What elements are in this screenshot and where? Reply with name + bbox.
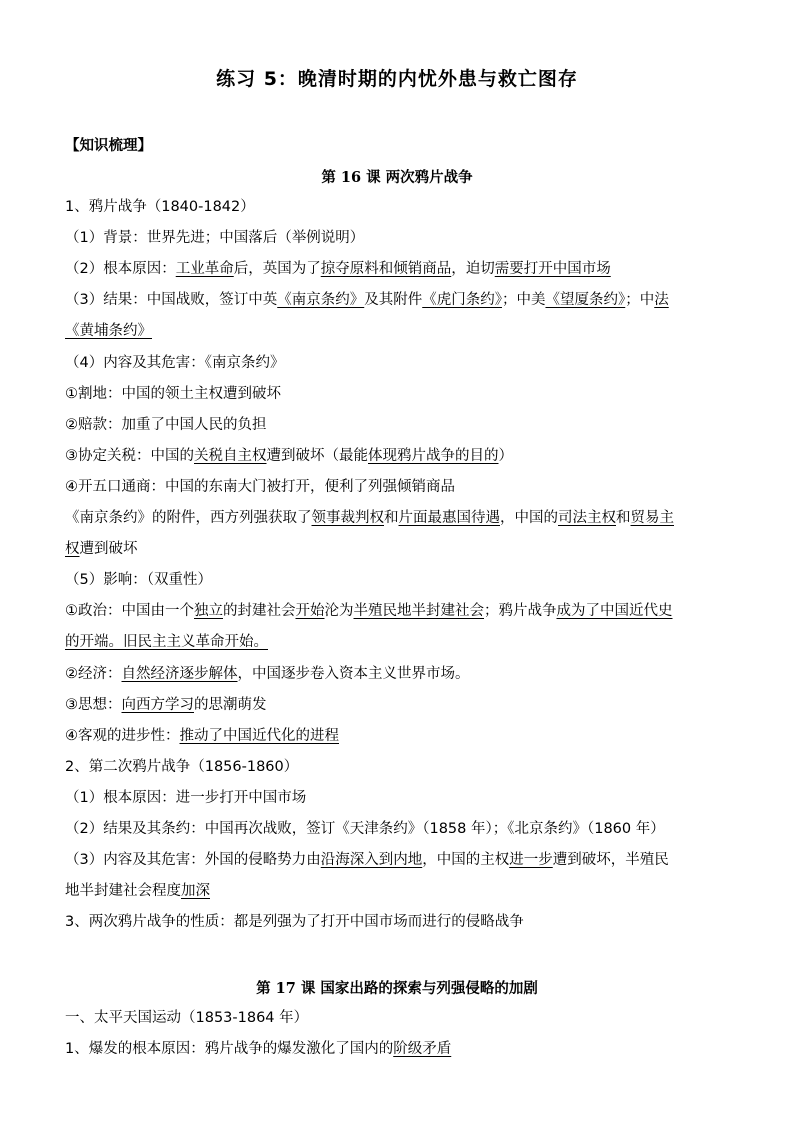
text-segment: ③协定关税：中国的	[65, 447, 194, 464]
lesson-16-title: 第 16 课 两次鸦片战争	[321, 169, 473, 186]
text-segment: 《南京条约》的附件，西方列强获取了	[65, 510, 312, 526]
underlined-text: 掠夺原料和倾销商品	[320, 261, 452, 278]
underlined-text: 的开端。旧民主主义革命开始。	[65, 634, 268, 651]
underlined-text: 推动了中国近代化的进程	[179, 727, 339, 744]
text-line	[65, 632, 735, 652]
text-segment: （1）根本原因：进一步打开中国市场	[65, 789, 307, 806]
text-segment: 和	[384, 510, 399, 526]
underlined-text: 体现鸦片战争的目的	[368, 447, 499, 464]
text-segment: ③思想：	[65, 696, 122, 713]
text-segment: ②经济：	[65, 665, 122, 682]
text-segment: 3、两次鸦片战争的性质：都是列强为了打开中国市场而进行的侵略战争	[65, 914, 524, 931]
text-line	[65, 881, 735, 901]
text-segment: 的封建社会	[223, 603, 296, 620]
underlined-text: 关税自主权	[194, 447, 267, 464]
text-line	[65, 415, 735, 435]
text-segment: ①割地：中国的领土主权遭到破坏	[65, 385, 281, 402]
underlined-text: 领事裁判权	[311, 510, 384, 526]
underlined-text: 《虎门条约》	[422, 292, 502, 309]
text-segment: ；鸦片战争	[484, 603, 557, 620]
text-segment: ，迫切	[451, 261, 495, 278]
underlined-text: 权	[65, 541, 80, 558]
text-segment: ①政治：中国由一个	[65, 603, 194, 620]
underlined-text: 向西方学习	[121, 696, 194, 713]
lesson-17-title: 第 17 课 国家出路的探索与列强侵略的加剧	[256, 980, 538, 997]
underlined-text: 阶级矛盾	[393, 1041, 452, 1057]
text-segment: （2）结果及其条约：中国再次战败，签订《天津条约》（1858 年）；《北京条约》（1860 年）	[65, 821, 665, 837]
text-segment: （2）根本原因：	[65, 261, 176, 278]
text-line	[65, 664, 735, 684]
text-line	[65, 1039, 735, 1059]
text-line	[65, 757, 735, 777]
text-line	[65, 912, 735, 932]
text-line	[65, 726, 735, 746]
underlined-text: 《南京条约》	[277, 292, 365, 309]
underlined-text: 开始	[295, 603, 325, 620]
underlined-text: 加深	[181, 883, 210, 900]
underlined-text: 《黄埔条约》	[65, 323, 152, 340]
underlined-text: 需要打开中国市场	[494, 261, 611, 278]
text-line	[65, 446, 735, 466]
underlined-text: 进一步	[509, 852, 553, 869]
text-line	[65, 259, 735, 279]
underlined-text: 工业革命	[175, 261, 234, 278]
text-line	[65, 788, 735, 808]
text-segment: ④客观的进步性：	[65, 727, 180, 744]
text-segment: 一、太平天国运动（1853-1864 年）	[65, 1010, 309, 1026]
underlined-text: 半殖民地半封建社会	[353, 603, 484, 620]
text-segment: 1、鸦片战争（1840-1842）	[65, 199, 255, 215]
underlined-text: 独立	[194, 603, 223, 620]
text-line	[65, 1008, 735, 1028]
underlined-text: 成为了中国近代史	[556, 603, 673, 620]
text-segment: 2、第二次鸦片战争（1856-1860）	[65, 758, 299, 775]
text-segment: ②赔款：加重了中国人民的负担	[65, 416, 267, 433]
text-segment: ；中	[625, 292, 655, 309]
text-segment: 遭到破坏，半殖民	[552, 852, 669, 869]
underlined-text: 片面最惠国待遇	[398, 510, 500, 526]
text-segment: （5）影响：（双重性）	[65, 572, 212, 589]
underlined-text: 司法主权	[558, 510, 616, 526]
text-line	[65, 695, 735, 715]
text-line	[65, 321, 735, 341]
text-segment: ）	[498, 447, 513, 464]
text-line	[65, 601, 735, 621]
underlined-text: 贸易主	[630, 510, 674, 526]
text-segment: 遭到破坏（最能	[266, 447, 368, 464]
underlined-text: 自然经济逐步解体	[121, 665, 238, 682]
text-segment: 地半封建社会程度	[65, 883, 181, 900]
text-segment: 和	[616, 510, 631, 526]
text-line	[65, 850, 735, 870]
text-segment: 的思潮萌发	[194, 696, 267, 713]
text-segment: ，中国逐步卷入资本主义世界市场。	[237, 665, 470, 682]
text-segment: （3）内容及其危害：外国的侵略势力由	[65, 852, 321, 869]
underlined-text: 沿海深入到内地	[320, 852, 423, 869]
text-line	[65, 384, 735, 404]
text-segment: ，中国的主权	[422, 852, 510, 869]
text-segment: 及其附件	[364, 292, 423, 309]
text-segment: 后，英国为了	[233, 261, 321, 278]
underlined-text: 法	[654, 292, 669, 309]
text-line	[65, 819, 735, 839]
text-line	[65, 228, 735, 248]
text-line	[65, 539, 735, 559]
text-segment: （3）结果：中国战败，签订中英	[65, 292, 278, 309]
text-segment: 遭到破坏	[79, 541, 138, 558]
text-line	[65, 353, 735, 373]
text-segment: （4）内容及其危害：《南京条约》	[65, 354, 285, 371]
text-segment: ，中国的	[500, 510, 558, 526]
text-segment: ④开五口通商：中国的东南大门被打开，便利了列强倾销商品	[65, 478, 455, 495]
underlined-text: 《望厦条约》	[545, 292, 626, 309]
text-line	[65, 290, 735, 310]
text-segment: 1、爆发的根本原因：鸦片战争的爆发激化了国内的	[65, 1041, 394, 1057]
text-line	[65, 197, 735, 217]
text-line	[65, 477, 735, 497]
text-segment: 沦为	[324, 603, 354, 620]
text-line	[65, 570, 735, 590]
text-segment: （1）背景：世界先进；中国落后（举例说明）	[65, 230, 365, 247]
text-line	[65, 508, 735, 528]
page-title: 练习 5：晚清时期的内忧外患与救亡图存	[216, 68, 578, 90]
text-segment: ；中美	[501, 292, 546, 309]
section-label: 【知识梳理】	[65, 138, 152, 154]
